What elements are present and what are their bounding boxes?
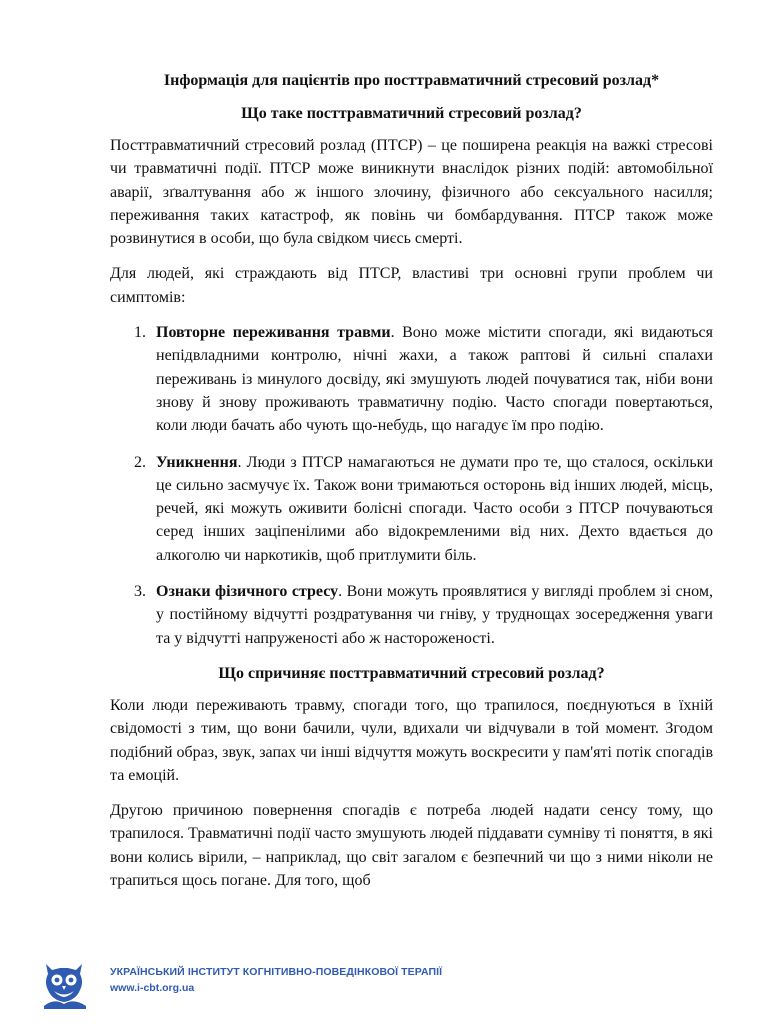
list-item: [110, 451, 713, 567]
list-item-number: 3.: [134, 583, 146, 601]
paragraph: Коли люди переживають травму, спогади того, що трапилося, поєднуються в їхній свідомості з тим, що вони бачили, чули, вдихали чи відчували в той момент. Згодом подібний образ, звук, запах чи інші відчуття можуть воскресити у пам'яті потік спогадів та емоцій.: [110, 696, 713, 784]
paragraph: Посттравматичний стресовий розлад (ПТСР) – це поширена реакція на важкі стресові чи травматичні події. ПТСР може виникнути внаслідок різних подій: автомобільної аварії, зґвалтування або ж іншого злочину, фізичного або сексуального насилля; переживання таких катастроф, як повінь чи бомбардування. ПТСР також може розвинутися в особи, що була свідком чиєсь смерті.: [110, 137, 713, 248]
list-item-text: . Воно може містити спогади, які видаються непідвладними контролю, нічні жахи, а також раптові й сильні спалахи переживань із минулого досвіду, які змушують людей почуватися так, ніби вони знову й знову проживають травматичну подію. Часто спогади повертаються, коли люди бачать або чують що-небудь, що нагадує їм про подію.: [156, 324, 713, 435]
list-item-number: 2.: [134, 453, 146, 471]
list-item-text: . Вони можуть проявлятися у вигляді проблем зі сном, у постійному відчутті роздратування чи гніву, у труднощах зосередження уваги та у відчутті напруженості або ж настороженості.: [156, 583, 714, 647]
page-title: Інформація для пацієнтів про посттравматичний стресовий розлад*: [163, 72, 660, 89]
section-heading-causes: Що спричиняє посттравматичний стресовий розлад?: [218, 664, 605, 682]
list-item: [110, 580, 713, 650]
list-item-term: Ознаки фізичного стресу: [156, 583, 339, 601]
list-item: [110, 321, 713, 437]
document-body: [110, 70, 713, 904]
symptom-list: [110, 321, 713, 650]
owl-logo-icon: [40, 960, 90, 1010]
paragraph: Другою причиною повернення спогадів є потреба людей надати сенсу тому, що трапилося. Травматичні події часто змушують людей піддавати сумніву ті поняття, в які вони колись вірили, – наприклад, що світ загалом є безпечний чи що з ними ніколи не трапиться щось погане. Для того, щоб: [110, 802, 713, 890]
list-item-number: 1.: [134, 324, 146, 342]
org-website-link[interactable]: www.i-cbt.org.ua: [110, 982, 195, 994]
list-item-term: Уникнення: [156, 453, 238, 471]
paragraph: Для людей, які страждають від ПТСР, властиві три основні групи проблем чи симптомів:: [110, 265, 713, 306]
page-footer: [40, 960, 500, 1010]
section-heading-what-is-ptsd: Що таке посттравматичний стресовий розлад?: [241, 105, 582, 122]
list-item-term: Повторне переживання травми: [156, 324, 391, 342]
org-name: УКРАЇНСЬКИЙ ІНСТИТУТ КОГНІТИВНО-ПОВЕДІНКОВОЇ ТЕРАПІЇ: [110, 966, 443, 978]
list-item-text: . Люди з ПТСР намагаються не думати про те, що сталося, оскільки це сильно засмучує їх. Також вони тримаються осторонь від інших людей, місць, речей, які можуть оживити болісні спогади. Часто особи з ПТСР почуваються серед інших заціпенілими або відокремленими від них. Дехто вдається до алкоголю чи наркотиків, щоб притлумити біль.: [156, 453, 713, 564]
